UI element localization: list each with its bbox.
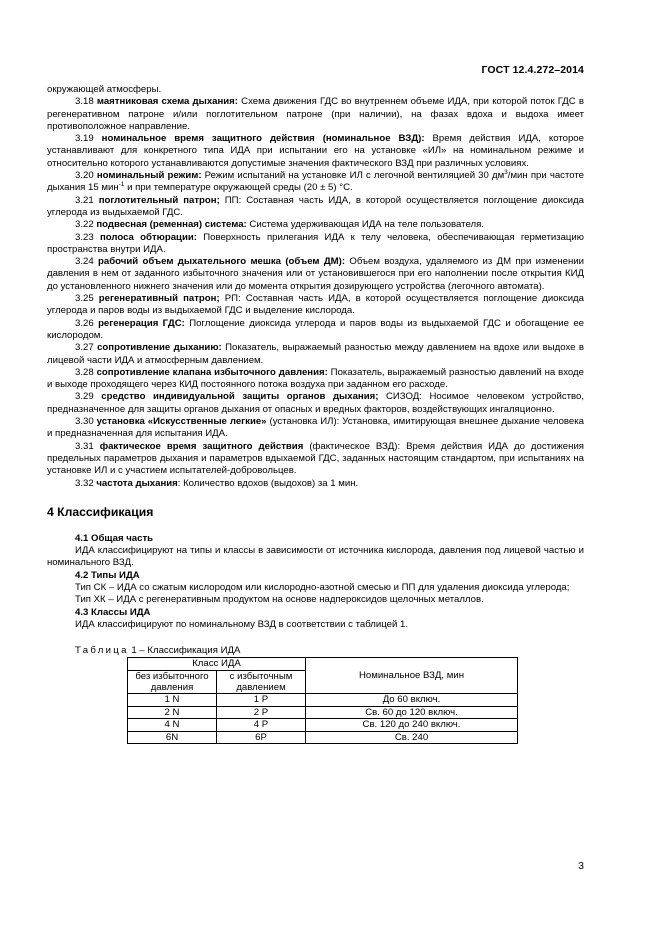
table-cell: 4 N bbox=[128, 719, 217, 731]
classification-table bbox=[127, 657, 518, 744]
term-3-32: 3.32 частота дыхания: Количество вдохов (выдохов) за 1 мин. bbox=[75, 477, 359, 489]
subsection-4-2-title: 4.2 Типы ИДА bbox=[75, 569, 140, 581]
term-3-23: 3.23 полоса обтюрации: Поверхность прилегания ИДА к телу человека, обеспечивающая герметизацию пространства внутри ИДА. bbox=[47, 231, 584, 255]
term-3-19: 3.19 номинальное время защитного действия (номинальное ВЗД): Время действия ИДА, которое устанавливают для конкретного типа ИДА при испытании его на установке «ИЛ» на номинальном режиме и относительно которого устанавливаются допустимые значения фактического ВЗД при различных условиях. bbox=[47, 133, 584, 169]
table-cell: 1 P bbox=[217, 694, 306, 706]
subsection-4-2-text-2: Тип ХК – ИДА с регенеративным продуктом на основе надпероксидов щелочных металлов. bbox=[75, 594, 484, 606]
table-cell: 2 N bbox=[128, 706, 217, 718]
table-header-pressure: с избыточным давлением bbox=[217, 670, 306, 694]
term-3-22: 3.22 подвесная (ременная) система: Система удерживающая ИДА на теле пользователя. bbox=[75, 219, 484, 231]
term-3-28: 3.28 сопротивление клапана избыточного давления: Показатель, выражаемый разностью давлений на входе и выходе проходящего через КИД постоянного потока воздуха при заданном его расходе. bbox=[47, 366, 584, 391]
subsection-4-2-text-1: Тип СК – ИДА со сжатым кислородом или кислородно-азотной смесью и ПП для удаления диоксида углерода; bbox=[75, 581, 570, 593]
document-body bbox=[47, 84, 584, 744]
section-4-title: 4 Классификация bbox=[47, 504, 154, 519]
subsection-4-3-text: ИДА классифицируют по номинальному ВЗД в соответствии с таблицей 1. bbox=[75, 618, 409, 630]
table-cell: 6N bbox=[128, 731, 217, 743]
table-header-no-pressure: без избыточного давления bbox=[128, 670, 217, 694]
term-3-26: 3.26 регенерация ГДС: Поглощение диоксида углерода и паров воды из выдыхаемой ГДС и обогащение ее кислородом. bbox=[47, 317, 584, 341]
table-row bbox=[128, 694, 518, 706]
table-group-header: Класс ИДА bbox=[128, 658, 306, 670]
subsection-4-1-text: ИДА классифицируют на типы и классы в зависимости от источника кислорода, давления под лицевой частью и номинального ВЗД. bbox=[47, 545, 584, 569]
table-cell: Св. 60 до 120 включ. bbox=[306, 706, 518, 718]
page-number: 3 bbox=[578, 860, 584, 872]
table-row bbox=[128, 731, 518, 743]
table-row bbox=[128, 719, 518, 731]
table-row bbox=[128, 706, 518, 718]
table-cell: Св. 240 bbox=[306, 731, 518, 743]
term-3-30: 3.30 установка «Искусственные легкие» (установка ИЛ): Установка, имитирующая внешнее дыхание человека и предназначенная для испытания ИДА. bbox=[47, 416, 584, 440]
term-3-21: 3.21 поглотительный патрон; ПП: Составная часть ИДА, в которой осуществляется поглощение диоксида углерода из выдыхаемой ГДС. bbox=[47, 194, 584, 218]
term-3-24: 3.24 рабочий объем дыхательного мешка (объем ДМ): Объем воздуха, удаляемого из ДМ при изменении давления в нем от заданного избыточного значения или от установившегося при его наполнении после открытия КИД до установленного нижнего значения или до момента открытия дозирующего устройства (легочного автомата). bbox=[47, 256, 584, 292]
term-3-29: 3.29 средство индивидуальной защиты органов дыхания; СИЗОД: Носимое человеком устройство, предназначенное для защиты органов дыхания от опасных и вредных факторов, воздействующих ингаляционно. bbox=[47, 391, 584, 415]
table-cell: 1 N bbox=[128, 694, 217, 706]
table-cell: До 60 включ. bbox=[306, 694, 518, 706]
term-3-20: 3.20 номинальный режим: Режим испытаний на установке ИЛ с легочной вентиляцией 30 $дм^3$/мин при частоте дыхания 15 мин$^{-1}$ и при температуре окружающей среды (20 ± 5) °С. bbox=[47, 168, 584, 194]
subsection-4-1-title: 4.1 Общая часть bbox=[75, 532, 154, 544]
table-header-vzd: Номинальное ВЗД, мин bbox=[306, 658, 518, 694]
table-caption: Таблица 1 – Классификация ИДА bbox=[75, 645, 241, 657]
subsection-4-3-title: 4.3 Классы ИДА bbox=[75, 606, 151, 618]
term-3-27: 3.27 сопротивление дыханию: Показатель, выражаемый разностью между давлением на вдохе или выдохе в лицевой части ИДА и атмосферным давлением. bbox=[47, 342, 585, 366]
term-3-31: 3.31 фактическое время защитного действия (фактическое ВЗД): Время действия ИДА до достижения предельных параметров дыхания и параметров вдыхаемой ГДС, заданных настоящим стандартом, при испытаниях на установке ИЛ и с участием испытателей-добровольцев. bbox=[47, 440, 584, 477]
term-3-25: 3.25 регенеративный патрон; РП: Составная часть ИДА, в которой осуществляется поглощение диоксида углерода и паров воды из выдыхаемой ГДС и выделение кислорода. bbox=[47, 293, 584, 317]
intro-line: окружающей атмосферы. bbox=[47, 84, 162, 95]
table-cell: 4 P bbox=[217, 719, 306, 731]
table-cell: 6P bbox=[217, 731, 306, 743]
standard-header: ГОСТ 12.4.272–2014 bbox=[481, 64, 584, 76]
table-cell: 2 P bbox=[217, 706, 306, 718]
table-cell: Св. 120 до 240 включ. bbox=[306, 719, 518, 731]
term-3-18: 3.18 маятниковая схема дыхания: Схема движения ГДС во внутреннем объеме ИДА, при которой поток ГДС в регенеративном патроне и/или поглотительном патроне (при наличии), на фазах вдоха и выдоха имеет противоположное направление. bbox=[47, 96, 584, 132]
